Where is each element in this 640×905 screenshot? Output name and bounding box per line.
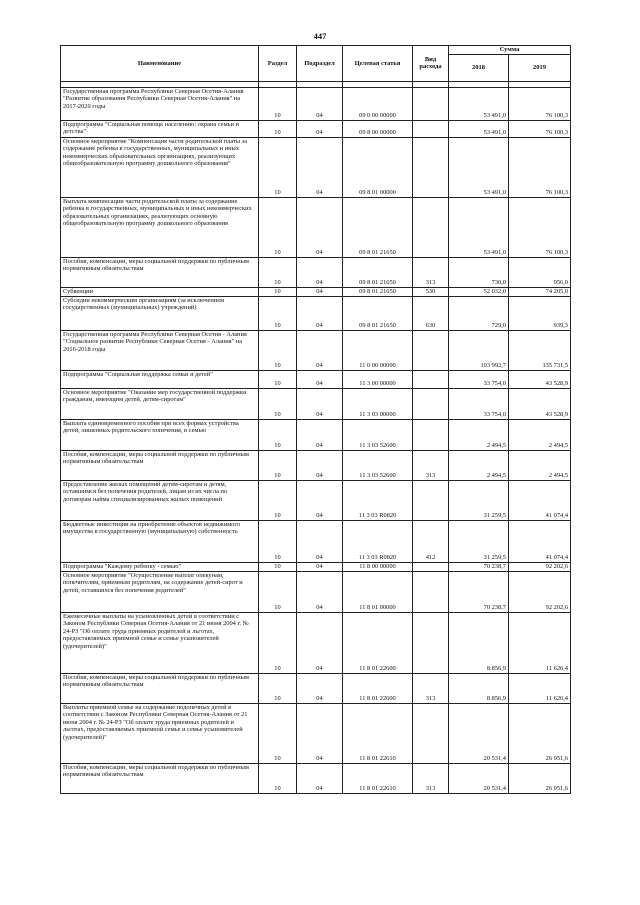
row-subsection: 04 bbox=[297, 287, 343, 296]
table-row bbox=[61, 562, 571, 571]
row-type: 313 bbox=[413, 763, 449, 793]
header-section: Раздел bbox=[259, 46, 297, 82]
table-row bbox=[61, 419, 571, 450]
row-subsection: 04 bbox=[297, 763, 343, 793]
row-name: Субсидии некоммерческим организациям (за исключением государственных (муниципальных) учреждений) bbox=[61, 296, 259, 330]
row-section: 10 bbox=[259, 287, 297, 296]
row-section: 10 bbox=[259, 571, 297, 612]
row-name: Бюджетные инвестиции на приобретение объектов недвижимого имущества в государственную (муниципальную) собственность bbox=[61, 520, 259, 562]
row-type bbox=[413, 419, 449, 450]
row-type bbox=[413, 480, 449, 520]
row-type bbox=[413, 197, 449, 257]
row-2018: 70 238,7 bbox=[449, 571, 509, 612]
table-row bbox=[61, 370, 571, 388]
row-2018: 2 494,5 bbox=[449, 450, 509, 480]
row-subsection: 04 bbox=[297, 87, 343, 120]
row-name: Пособия, компенсации, меры социальной поддержки по публичным нормативным обязательствам bbox=[61, 673, 259, 703]
row-subsection: 04 bbox=[297, 419, 343, 450]
row-name: Пособия, компенсации, меры социальной поддержки по публичным нормативным обязательствам bbox=[61, 763, 259, 793]
row-subsection: 04 bbox=[297, 370, 343, 388]
row-name: Подпрограмма "Социальная помощь населению: охрана семьи и детства" bbox=[61, 120, 259, 137]
row-target: 11 3 03 00000 bbox=[343, 388, 413, 419]
row-section: 10 bbox=[259, 763, 297, 793]
row-name: Государственная программа Республики Северная Осетия - Алания "Социальное развитие Республики Северная Осетия - Алания" на 2016-2018 годы bbox=[61, 330, 259, 370]
row-section: 10 bbox=[259, 197, 297, 257]
row-name: Основное мероприятие "Оказание мер государственной поддержки гражданам, имеющим детей, детям-сиротам" bbox=[61, 388, 259, 419]
row-section: 10 bbox=[259, 450, 297, 480]
row-2019: 956,0 bbox=[509, 257, 571, 287]
header-name: Наименование bbox=[61, 46, 259, 82]
row-target: 09 0 00 00000 bbox=[343, 87, 413, 120]
table-row bbox=[61, 571, 571, 612]
row-2019: 74 205,0 bbox=[509, 287, 571, 296]
row-section: 10 bbox=[259, 257, 297, 287]
row-2019: 41 074,4 bbox=[509, 480, 571, 520]
row-type bbox=[413, 87, 449, 120]
row-2019: 26 951,6 bbox=[509, 703, 571, 763]
row-2018: 52 032,0 bbox=[449, 287, 509, 296]
row-2019: 92 202,6 bbox=[509, 571, 571, 612]
table-row bbox=[61, 520, 571, 562]
row-target: 11 3 03 R0820 bbox=[343, 480, 413, 520]
header-year-2019: 2019 bbox=[509, 54, 571, 81]
row-2018: 53 491,0 bbox=[449, 197, 509, 257]
page-number: 447 bbox=[313, 31, 327, 41]
row-2018: 53 491,0 bbox=[449, 87, 509, 120]
row-type bbox=[413, 571, 449, 612]
row-section: 10 bbox=[259, 370, 297, 388]
row-target: 11 8 01 22600 bbox=[343, 612, 413, 673]
row-name: Предоставление жилых помещений детям-сиротам и детям, оставшимся без попечения родителей, лицам из их числа по договорам найма специализированных жилых помещений bbox=[61, 480, 259, 520]
header-year-2018: 2018 bbox=[449, 54, 509, 81]
table-row bbox=[61, 450, 571, 480]
row-2019: 11 626,4 bbox=[509, 612, 571, 673]
row-section: 10 bbox=[259, 562, 297, 571]
row-2019: 2 494,5 bbox=[509, 450, 571, 480]
row-target: 11 8 01 22610 bbox=[343, 763, 413, 793]
row-subsection: 04 bbox=[297, 703, 343, 763]
row-type bbox=[413, 370, 449, 388]
row-name: Государственная программа Республики Северная Осетия-Алания "Развитие образования Республики Северная Осетия-Алания" на 2017-2020 годы bbox=[61, 87, 259, 120]
row-2019: 92 202,6 bbox=[509, 562, 571, 571]
row-2019: 43 528,9 bbox=[509, 388, 571, 419]
row-2019: 76 100,3 bbox=[509, 87, 571, 120]
row-target: 11 8 00 00000 bbox=[343, 562, 413, 571]
row-2018: 103 992,7 bbox=[449, 330, 509, 370]
table-row bbox=[61, 197, 571, 257]
row-target: 11 8 01 22600 bbox=[343, 673, 413, 703]
row-section: 10 bbox=[259, 612, 297, 673]
row-subsection: 04 bbox=[297, 388, 343, 419]
row-2018: 53 491,0 bbox=[449, 137, 509, 197]
row-name: Субвенции bbox=[61, 287, 259, 296]
row-type: 630 bbox=[413, 296, 449, 330]
row-2018: 33 754,0 bbox=[449, 370, 509, 388]
row-section: 10 bbox=[259, 520, 297, 562]
row-type: 313 bbox=[413, 257, 449, 287]
row-2018: 31 259,5 bbox=[449, 520, 509, 562]
table-row bbox=[61, 480, 571, 520]
row-subsection: 04 bbox=[297, 296, 343, 330]
row-2018: 70 238,7 bbox=[449, 562, 509, 571]
header-subsection: Подраздел bbox=[297, 46, 343, 82]
row-target: 09 8 01 00000 bbox=[343, 137, 413, 197]
row-name: Основное мероприятие "Компенсация части родительской платы за содержание ребенка в государственных, муниципальных и иных некоммерческих образовательных организациях, реализующих общеобразовательную программу дошкольного образования" bbox=[61, 137, 259, 197]
row-name: Подпрограмма "Каждому ребенку - семью" bbox=[61, 562, 259, 571]
row-type bbox=[413, 137, 449, 197]
row-type bbox=[413, 562, 449, 571]
row-target: 09 8 01 21650 bbox=[343, 197, 413, 257]
budget-table bbox=[60, 45, 571, 794]
row-name: Пособия, компенсации, меры социальной поддержки по публичным нормативным обязательствам bbox=[61, 450, 259, 480]
row-target: 09 8 01 21650 bbox=[343, 296, 413, 330]
row-subsection: 04 bbox=[297, 673, 343, 703]
row-2018: 33 754,0 bbox=[449, 388, 509, 419]
row-2018: 53 491,0 bbox=[449, 120, 509, 137]
row-section: 10 bbox=[259, 137, 297, 197]
row-subsection: 04 bbox=[297, 330, 343, 370]
row-type bbox=[413, 388, 449, 419]
row-section: 10 bbox=[259, 703, 297, 763]
row-target: 11 3 03 52600 bbox=[343, 450, 413, 480]
row-2018: 730,0 bbox=[449, 257, 509, 287]
row-2018: 729,0 bbox=[449, 296, 509, 330]
row-name: Пособия, компенсации, меры социальной поддержки по публичным нормативным обязательствам bbox=[61, 257, 259, 287]
row-2019: 76 100,3 bbox=[509, 137, 571, 197]
row-subsection: 04 bbox=[297, 562, 343, 571]
table-row bbox=[61, 137, 571, 197]
row-name: Основное мероприятие "Осуществление выплат опекунам, попечителям, приемным родителям, на содержание детей-сирот и детей, оставшихся без попечения родителей" bbox=[61, 571, 259, 612]
row-2018: 8 856,9 bbox=[449, 673, 509, 703]
header-target: Целевая статья bbox=[343, 46, 413, 82]
row-type bbox=[413, 612, 449, 673]
row-subsection: 04 bbox=[297, 257, 343, 287]
row-target: 11 3 03 R0820 bbox=[343, 520, 413, 562]
table-row bbox=[61, 388, 571, 419]
table-row bbox=[61, 296, 571, 330]
row-section: 10 bbox=[259, 388, 297, 419]
table-row bbox=[61, 703, 571, 763]
row-target: 09 8 01 21650 bbox=[343, 287, 413, 296]
table-row bbox=[61, 120, 571, 137]
row-name: Выплата единовременного пособия при всех формах устройства детей, лишенных родительского попечения, в семью bbox=[61, 419, 259, 450]
row-subsection: 04 bbox=[297, 520, 343, 562]
row-2019: 76 100,3 bbox=[509, 120, 571, 137]
row-type bbox=[413, 703, 449, 763]
row-2018: 8 856,9 bbox=[449, 612, 509, 673]
row-section: 10 bbox=[259, 419, 297, 450]
row-target: 11 8 01 22610 bbox=[343, 703, 413, 763]
row-subsection: 04 bbox=[297, 137, 343, 197]
row-type bbox=[413, 330, 449, 370]
row-name: Выплаты приемной семье на содержание подопечных детей в соответствии с Законом Республики Северная Осетия-Алания от 21 июня 2004 г. № 24-РЗ "Об оплате труда приемных родителей и льготах, предоставляемых приемной семье и семье усыновителей (удочерителей)" bbox=[61, 703, 259, 763]
row-2018: 2 494,5 bbox=[449, 419, 509, 450]
row-2019: 135 731,5 bbox=[509, 330, 571, 370]
table-row bbox=[61, 330, 571, 370]
row-name: Ежемесячные выплаты на усыновленных детей в соответствии с Законом Республики Северная Осетия-Алания от 21 июня 2004 г. № 24-РЗ "Об оплате труда приемных родителей и льготах, предоставляемых приемной семье и семье усыновителей (удочерителей)" bbox=[61, 612, 259, 673]
row-type: 313 bbox=[413, 673, 449, 703]
row-type: 313 bbox=[413, 450, 449, 480]
table-row bbox=[61, 257, 571, 287]
row-section: 10 bbox=[259, 296, 297, 330]
row-section: 10 bbox=[259, 120, 297, 137]
row-target: 09 8 00 00000 bbox=[343, 120, 413, 137]
row-2019: 41 074,4 bbox=[509, 520, 571, 562]
row-target: 11 3 00 00000 bbox=[343, 370, 413, 388]
table-row bbox=[61, 673, 571, 703]
row-2019: 26 951,6 bbox=[509, 763, 571, 793]
header-sum: Сумма bbox=[449, 46, 571, 55]
row-subsection: 04 bbox=[297, 450, 343, 480]
row-2018: 31 259,5 bbox=[449, 480, 509, 520]
row-target: 11 0 00 00000 bbox=[343, 330, 413, 370]
row-2018: 20 531,4 bbox=[449, 703, 509, 763]
row-type: 530 bbox=[413, 287, 449, 296]
row-type: 412 bbox=[413, 520, 449, 562]
row-2019: 43 528,9 bbox=[509, 370, 571, 388]
row-2018: 20 531,4 bbox=[449, 763, 509, 793]
table-row bbox=[61, 287, 571, 296]
row-target: 11 8 01 00000 bbox=[343, 571, 413, 612]
row-section: 10 bbox=[259, 673, 297, 703]
table-row bbox=[61, 612, 571, 673]
row-subsection: 04 bbox=[297, 120, 343, 137]
row-target: 09 8 01 21650 bbox=[343, 257, 413, 287]
row-2019: 2 494,5 bbox=[509, 419, 571, 450]
row-section: 10 bbox=[259, 87, 297, 120]
row-section: 10 bbox=[259, 330, 297, 370]
table-row bbox=[61, 763, 571, 793]
row-2019: 939,3 bbox=[509, 296, 571, 330]
row-2019: 11 626,4 bbox=[509, 673, 571, 703]
row-subsection: 04 bbox=[297, 571, 343, 612]
row-section: 10 bbox=[259, 480, 297, 520]
header-expense-type: Вид расхода bbox=[413, 46, 449, 82]
row-2019: 76 100,3 bbox=[509, 197, 571, 257]
row-subsection: 04 bbox=[297, 480, 343, 520]
row-name: Подпрограмма "Социальная поддержка семьи и детей" bbox=[61, 370, 259, 388]
row-target: 11 3 03 52600 bbox=[343, 419, 413, 450]
table-body bbox=[61, 81, 571, 793]
row-subsection: 04 bbox=[297, 197, 343, 257]
table-row bbox=[61, 87, 571, 120]
row-subsection: 04 bbox=[297, 612, 343, 673]
row-name: Выплата компенсации части родительской платы за содержание ребенка в государственных, муниципальных и иных некоммерческих образовательных организациях, реализующих основную общеобразовательную программу дошкольного образования bbox=[61, 197, 259, 257]
row-type bbox=[413, 120, 449, 137]
